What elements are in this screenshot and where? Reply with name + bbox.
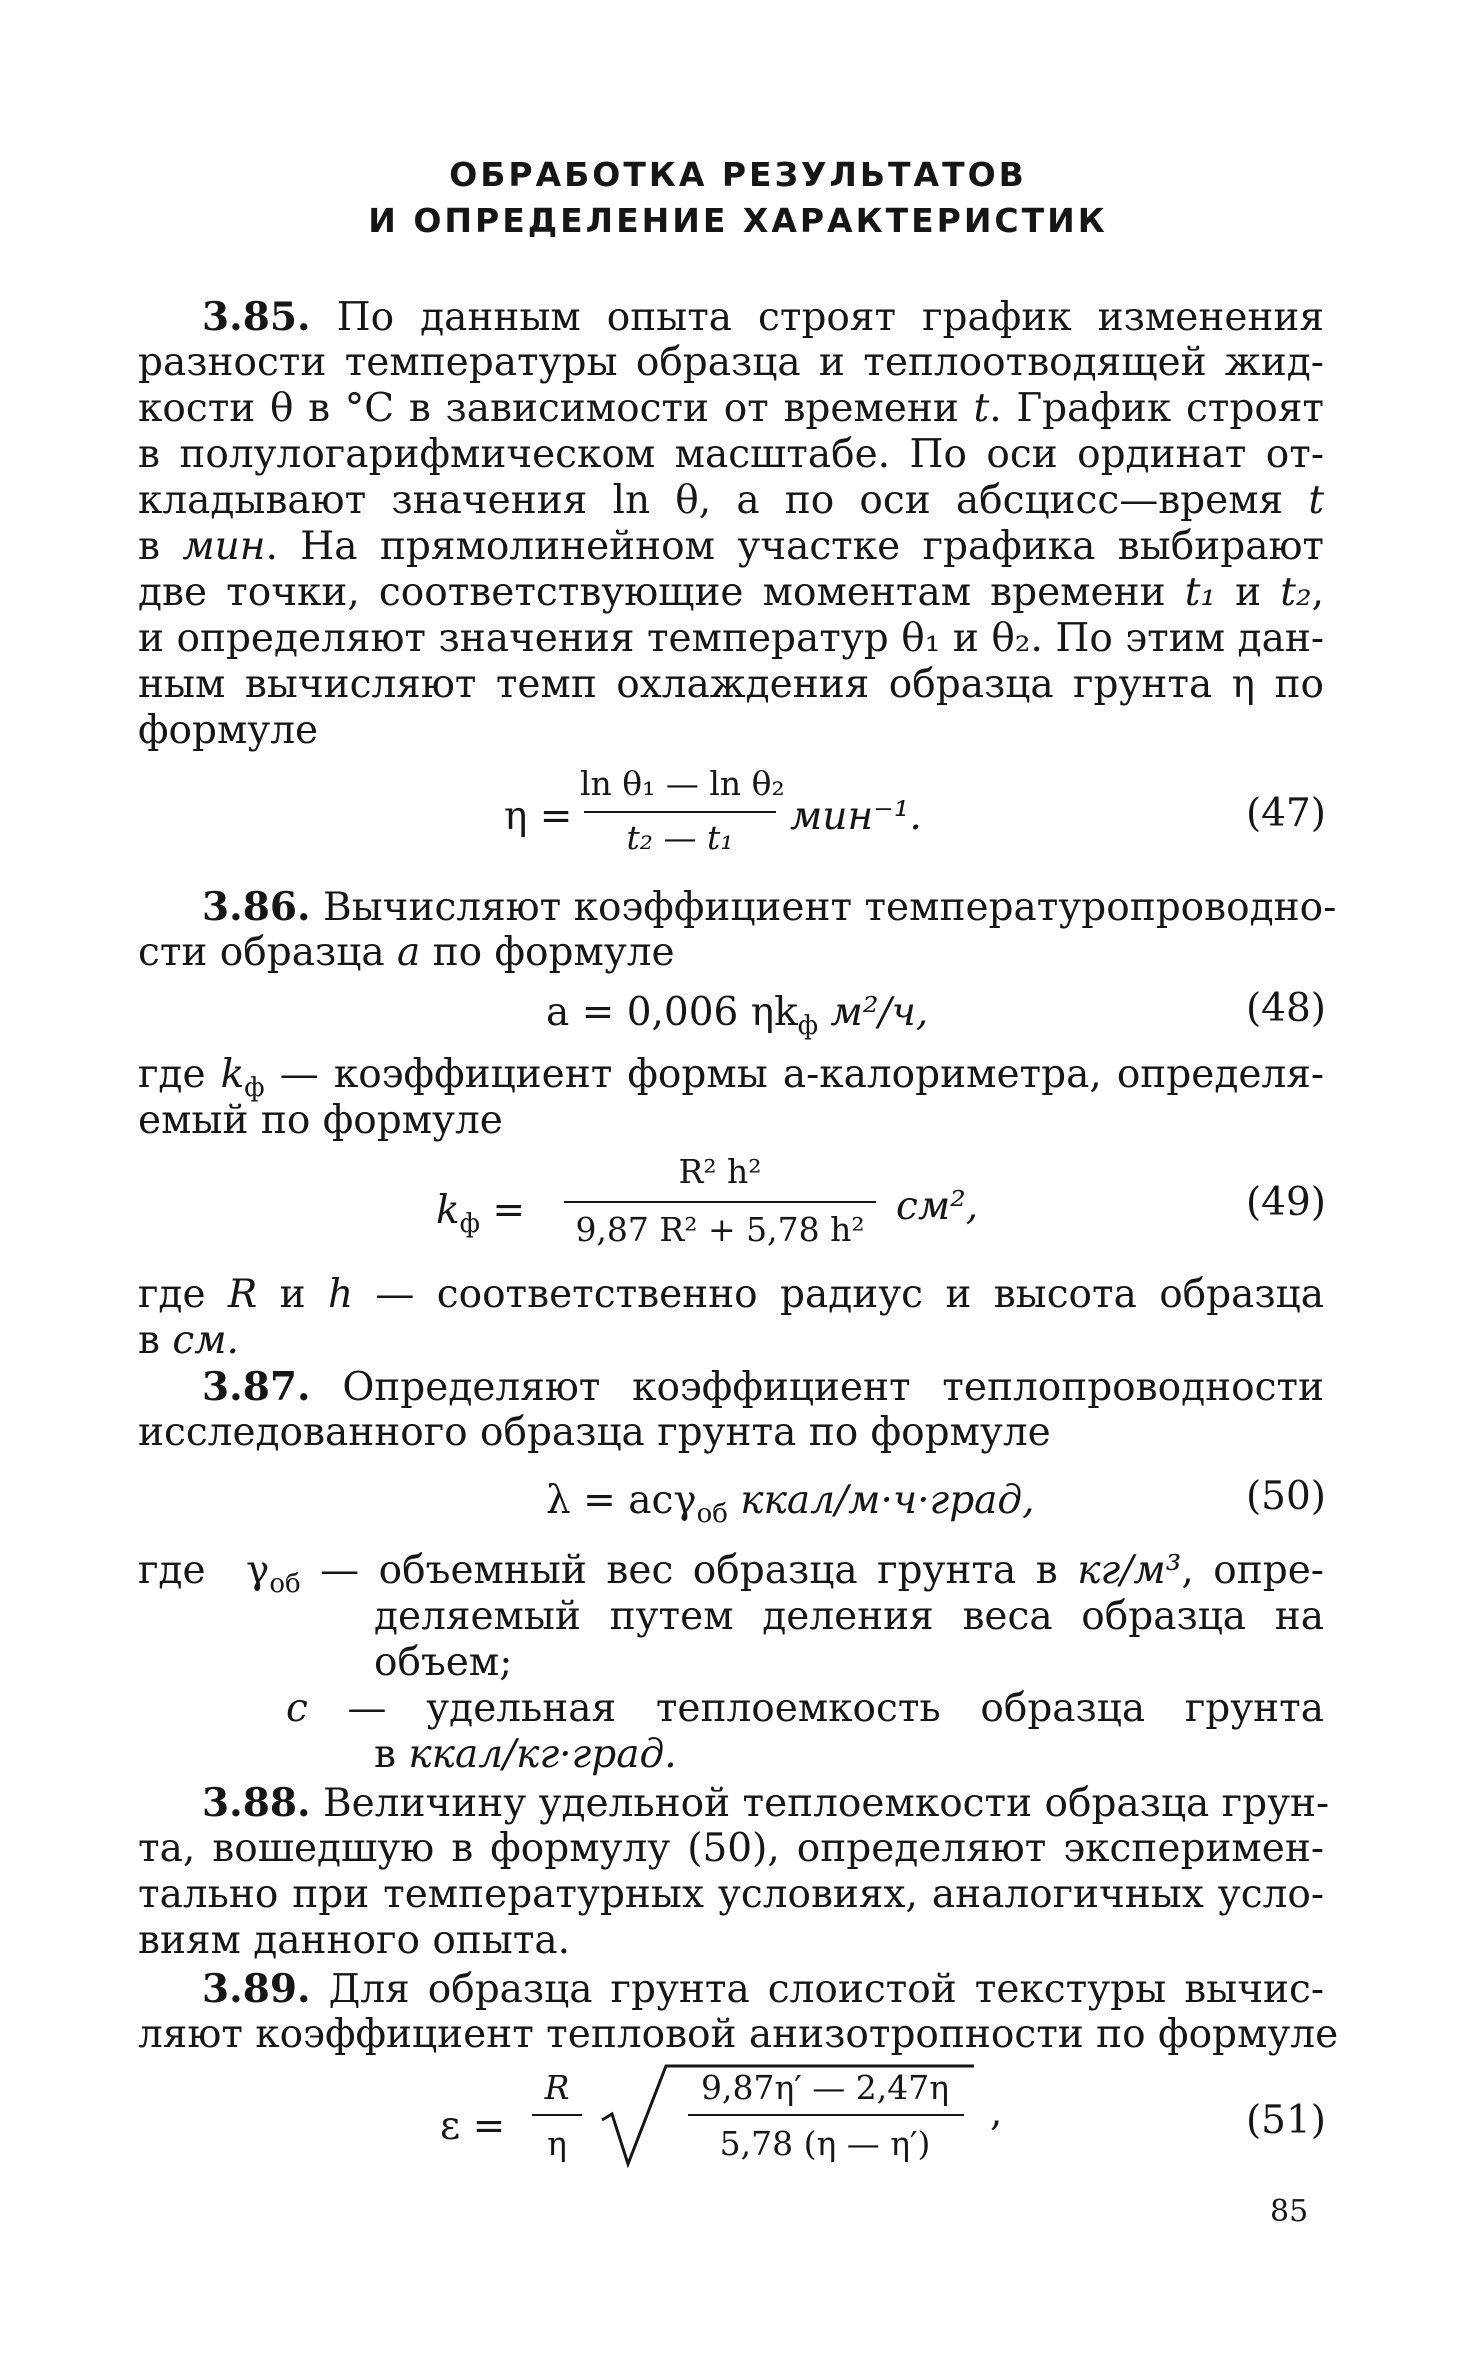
equation-number-49: (49) <box>1245 1180 1326 1225</box>
eq49-denominator: 9,87 R² + 5,78 h² <box>575 1210 865 1249</box>
paragraph-3-85-line-3: кости θ в °С в зависимости от времени t. График строят <box>138 386 1324 431</box>
paragraph-3-85-line-7: две точки, соответствующие моментам времени t₁ и t₂, <box>138 570 1324 615</box>
paragraph-3-88-line-1: 3.88. Величину удельной теплоемкости образца грун- <box>202 1780 1330 1826</box>
paragraph-number: 3.86. <box>202 884 311 930</box>
paragraph-3-85-line-1: 3.85. По данным опыта строят график изменения <box>202 294 1324 340</box>
eq49-numerator: R² h² <box>678 1152 762 1191</box>
equation-number-48: (48) <box>1245 986 1326 1031</box>
gamma-definition-line-3: объем; <box>374 1640 513 1685</box>
paragraph-3-87-line-1: 3.87. Определяют коэффициент теплопроводности <box>202 1364 1324 1410</box>
c-definition-line-2: в ккал/кг·град. <box>374 1732 677 1777</box>
paragraph-3-85-line-10: формуле <box>138 708 319 753</box>
paragraph-3-89-line-2: ляют коэффициент тепловой анизотропности по формуле <box>138 2012 1339 2057</box>
eq51-fraction-numerator: R <box>544 2068 570 2107</box>
where-r-h-line-2: в см. <box>138 1318 239 1363</box>
paragraph-3-85-line-4: в полулогарифмическом масштабе. По оси ординат от- <box>138 432 1324 477</box>
gamma-definition-line-2: деляемый путем деления веса образца на <box>374 1594 1324 1639</box>
fraction-bar <box>584 811 776 813</box>
paragraph-3-89-line-1: 3.89. Для образца грунта слоистой текстуры вычис- <box>202 1966 1324 2012</box>
where-kf-line-1: где $k_ф$ — коэффициент формы а-калориметра, определя- <box>138 1052 1324 1103</box>
eq51-radicand-denominator: 5,78 (η — η′) <box>719 2124 931 2163</box>
paragraph-3-85-line-8: и определяют значения температур θ₁ и θ₂. По этим дан- <box>138 616 1324 661</box>
section-heading-line-1: ОБРАБОТКА РЕЗУЛЬТАТОВ <box>449 155 1027 194</box>
page-number: 85 <box>1270 2194 1309 2229</box>
equation-number-50: (50) <box>1245 1474 1326 1519</box>
paragraph-number: 3.88. <box>202 1780 311 1826</box>
paragraph-3-85-line-6: в мин. На прямолинейном участке графика выбирают <box>138 524 1324 569</box>
paragraph-3-88-line-2: та, вошедшую в формулу (50), определяют эксперимен- <box>138 1826 1324 1871</box>
paragraph-3-86-line-1: 3.86. Вычисляют коэффициент температуропроводно- <box>202 884 1337 930</box>
paragraph-number: 3.87. <box>202 1364 311 1410</box>
where-r-h-line-1: где R и h — соответственно радиус и высота образца <box>138 1272 1324 1317</box>
fraction-bar <box>688 2114 964 2116</box>
paragraph-3-88-line-4: виям данного опыта. <box>138 1918 571 1963</box>
paragraph-3-87-line-2: исследованного образца грунта по формуле <box>138 1410 1051 1455</box>
paragraph-number: 3.85. <box>202 294 311 340</box>
section-heading-line-2: И ОПРЕДЕЛЕНИЕ ХАРАКТЕРИСТИК <box>368 201 1108 240</box>
eq51-radicand-numerator: 9,87η′ — 2,47η <box>701 2068 949 2107</box>
paragraph-number: 3.89. <box>202 1966 311 2012</box>
eq51-fraction-denominator: η <box>547 2124 567 2163</box>
where-kf-line-2: емый по формуле <box>138 1098 503 1143</box>
book-page: ОБРАБОТКА РЕЗУЛЬТАТОВ И ОПРЕДЕЛЕНИЕ ХАРАКТЕРИСТИК 3.85. По данным опыта строят график изменения разности температуры образца и теплоотводящей жид- кости θ в °С в зависимости от времени t. График строят в полулогарифмическом масштабе. По оси ординат от- кладывают значения ln θ, а по оси абсцисс—время t в мин. На прямолинейном участке графика выбирают две точки, соответствующие моментам времени t₁ и t₂, и определяют значения температур θ₁ и θ₂. По этим дан- ным вычисляют темп охлаждения образца грунта η по формуле η = ln θ₁ — ln θ₂ t₂ — t₁ мин⁻¹. (47) 3.86. Вычисляют коэффициент температуропроводно- сти образца a по формуле a = 0,006 $\eta k_ф$ м²/ч, (48) где $k_ф$ — коэффициент формы а-калориметра, определя- емый по формуле $k_ф$ = R² h² 9,87 R² + 5,78 h² см², (49) где R и h — соответственно радиус и высота образца в см. 3.87. Определяют коэффициент теплопроводности исследованного образца грунта по формуле λ = acγ$_{об}$ ккал/м·ч·град, (50) где $\gamma_{об}$ — объемный вес образца грунта в кг/м³, опре- деляемый путем деления веса образца на объем; c — удельная теплоемкость образца грунта в ккал/кг·град. 3.88. Величину удельной теплоемкости образца грун- та, вошедшую в формулу (50), определяют эксперимен- тально при температурных условиях, аналогичных усло- виям данного опыта. 3.89. Для образца грунта слоистой текстуры вычис- ляют коэффициент тепловой анизотропности по формуле ε = R η 9,87η′ — 2,47η 5,78 (η — η′) , (51) 85 <box>0 0 1476 2362</box>
paragraph-3-85-line-2: разности температуры образца и теплоотводящей жид- <box>138 340 1324 385</box>
paragraph-3-85-line-9: ным вычисляют темп охлаждения образца грунта η по <box>138 662 1324 707</box>
equation-number-47: (47) <box>1245 791 1326 836</box>
c-definition-line-1: c — удельная теплоемкость образца грунта <box>286 1686 1324 1731</box>
gamma-definition-line-1: $\gamma_{об}$ — объемный вес образца грунта в кг/м³, опре- <box>246 1548 1324 1599</box>
paragraph-3-85-line-5: кладывают значения ln θ, а по оси абсцисс—время t <box>138 478 1324 523</box>
fraction-bar <box>532 2114 582 2116</box>
eq47-numerator: ln θ₁ — ln θ₂ <box>580 764 785 803</box>
paragraph-3-88-line-3: тально при температурных условиях, аналогичных усло- <box>138 1872 1324 1917</box>
equation-number-51: (51) <box>1245 2098 1326 2143</box>
fraction-bar <box>564 1201 876 1203</box>
eq47-denominator: t₂ — t₁ <box>626 818 734 857</box>
paragraph-3-86-line-2: сти образца a по формуле <box>138 930 675 975</box>
